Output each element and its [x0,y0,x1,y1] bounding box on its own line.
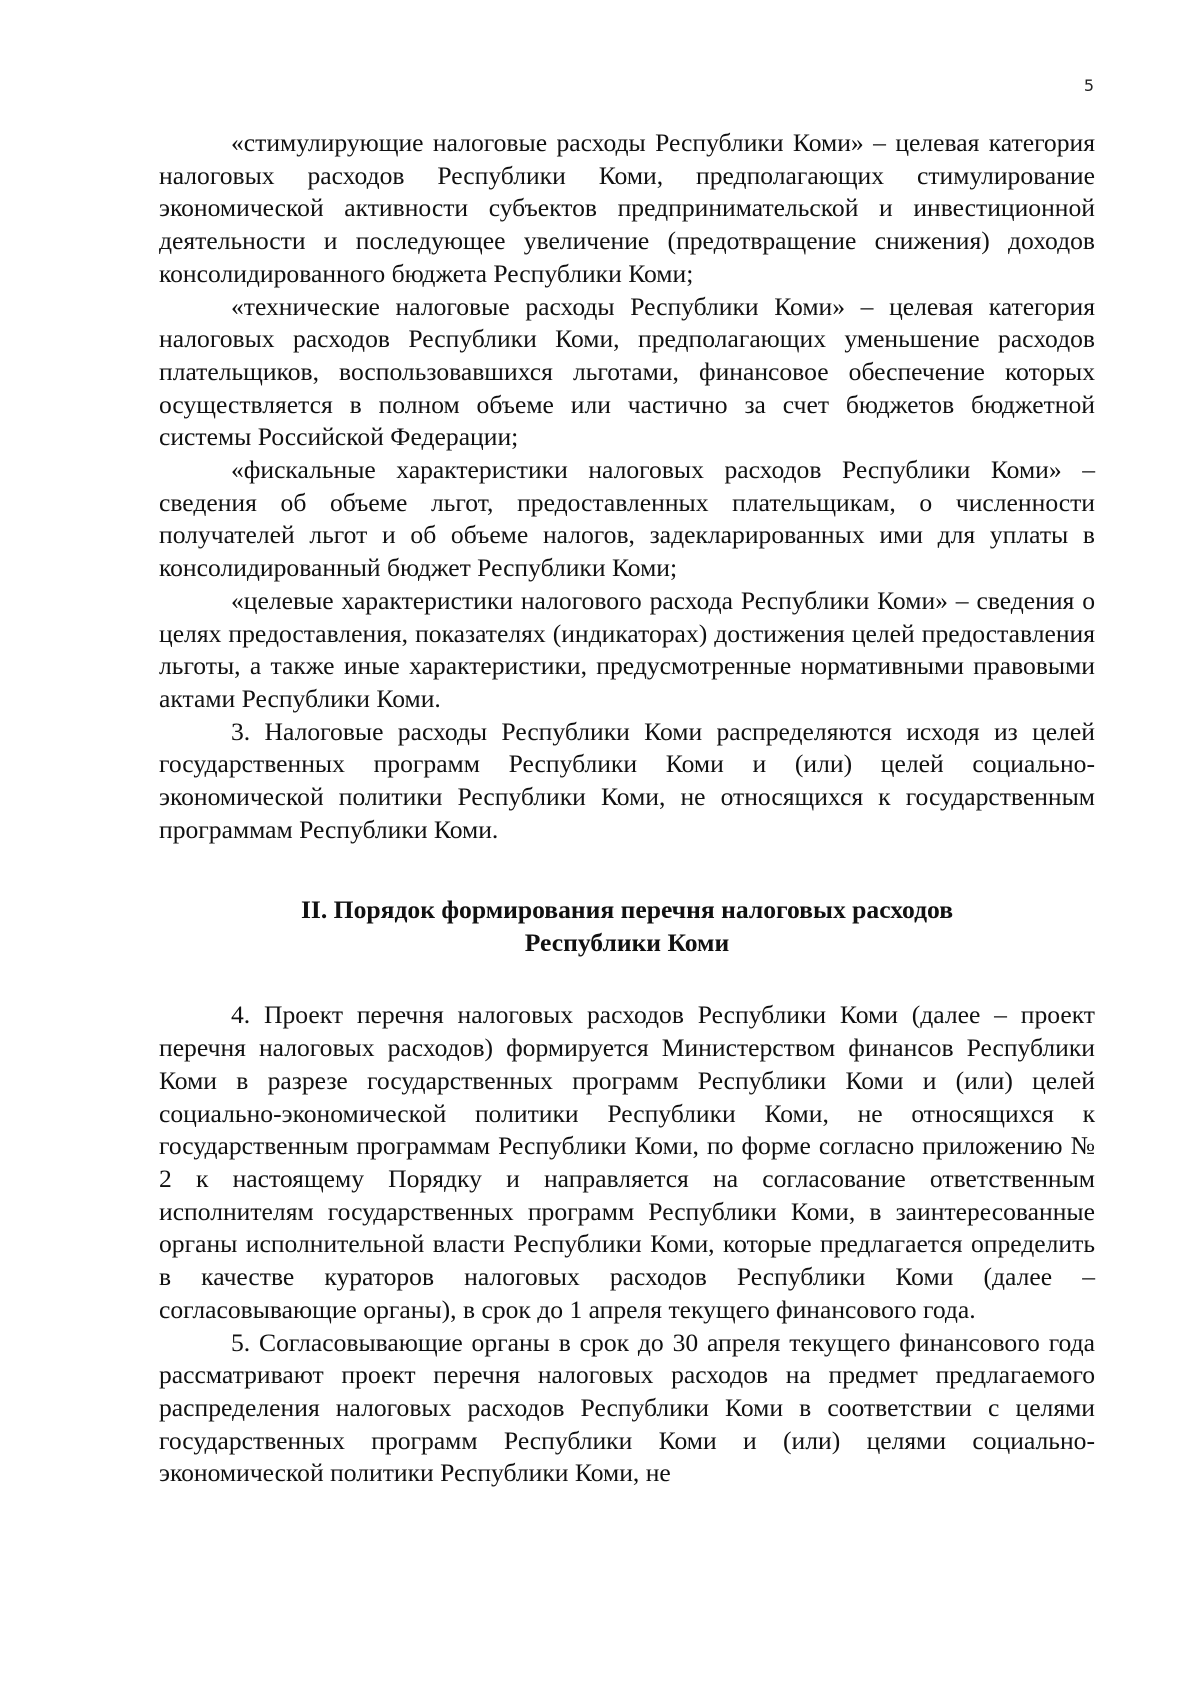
document-body [159,127,1095,1490]
page-number: 5 [1083,76,1094,95]
paragraph-item-5: 5. Согласовывающие органы в срок до 30 апреля текущего финансового года рассматривают проект перечня налоговых расходов на предмет предлагаемого распределения налоговых расходов Республики Коми в соответствии с целями государственных программ Республики Коми и (или) целями социально-экономической политики Республики Коми, не [159,1327,1095,1488]
section-heading-line-2: Республики Коми [524,928,730,958]
paragraph-target-characteristics: «целевые характеристики налогового расхода Республики Коми» – сведения о целях предоставления, показателях (индикаторах) достижения целей предоставления льготы, а также иные характеристики, предусмотренные нормативными правовыми актами Республики Коми. [159,585,1095,713]
paragraph-item-3: 3. Налоговые расходы Республики Коми распределяются исходя из целей государственных программ Республики Коми и (или) целей социально-экономической политики Республики Коми, не относящихся к государственным программам Республики Коми. [159,716,1095,844]
section-heading [159,893,1095,959]
paragraph-fiscal-characteristics: «фискальные характеристики налоговых расходов Республики Коми» – сведения об объеме льгот, предоставленных плательщикам, о численности получателей льгот и об объеме налогов, задекларированных ими для уплаты в консолидированный бюджет Республики Коми; [159,455,1095,583]
section-heading-line-1: II. Порядок формирования перечня налоговых расходов [300,895,954,925]
paragraph-stimulating-expenses: «стимулирующие налоговые расходы Республики Коми» – целевая категория налоговых расходов Республики Коми, предполагающих стимулирование экономической активности субъектов предпринимательской и инвестиционной деятельности и последующее увеличение (предотвращение снижения) доходов консолидированного бюджета Республики Коми; [159,128,1095,288]
paragraph-item-4: 4. Проект перечня налоговых расходов Республики Коми (далее – проект перечня налоговых расходов) формируется Министерством финансов Республики Коми в разрезе государственных программ Республики Коми и (или) целей социально-экономической политики Республики Коми, не относящихся к государственным программам Республики Коми, по форме согласно приложению № 2 к настоящему Порядку и направляется на согласование ответственным исполнителям государственных программ Республики Коми, в заинтересованные органы исполнительной власти Республики Коми, которые предлагается определить в качестве кураторов налоговых расходов Республики Коми (далее – согласовывающие органы), в срок до 1 апреля текущего финансового года. [159,1000,1095,1324]
paragraph-technical-expenses: «технические налоговые расходы Республики Коми» – целевая категория налоговых расходов Республики Коми, предполагающих уменьшение расходов плательщиков, воспользовавшихся льготами, финансовое обеспечение которых осуществляется в полном объеме или частично за счет бюджетов бюджетной системы Российской Федерации; [159,291,1095,452]
